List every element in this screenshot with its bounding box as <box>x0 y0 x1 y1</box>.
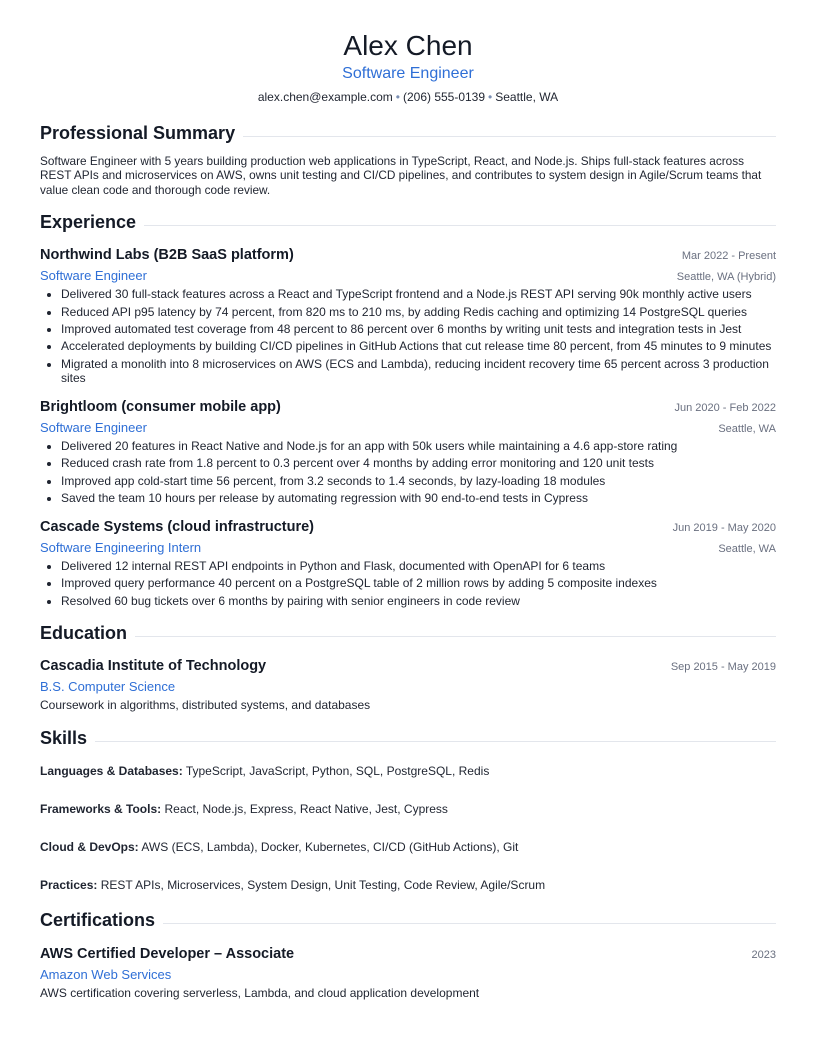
separator-dot: • <box>488 90 493 104</box>
degree: B.S. Computer Science <box>40 679 176 695</box>
job-title: Software Engineer <box>40 268 147 284</box>
achievement-item: • Reduced API p95 latency by 74 percent, from 820 ms to 210 ms, by adding Redis caching and optimizing 14 PostgreSQL queries <box>61 305 776 320</box>
company-name: Brightloom (consumer mobile app) <box>40 398 281 415</box>
section-divider <box>95 741 776 742</box>
section-title: Skills <box>40 728 88 749</box>
section-certifications-heading <box>40 909 776 931</box>
contact-location: Seattle, WA <box>495 90 559 104</box>
job-title: Software Engineering Intern <box>40 539 202 555</box>
contact-line <box>40 89 776 105</box>
section-skills-heading <box>40 727 776 749</box>
achievement-item: • Improved query performance 40 percent on a PostgreSQL table of 2 million rows by adding 5 composite indexes <box>61 576 776 591</box>
section-divider <box>144 225 776 226</box>
section-divider <box>163 923 776 924</box>
achievement-item: • Accelerated deployments by building CI/CD pipelines in GitHub Actions that cut release time 80 percent, from 45 minutes to 9 minutes <box>61 339 776 354</box>
certification-note: AWS certification covering serverless, Lambda, and cloud application development <box>40 986 480 1001</box>
achievement-item: • Reduced crash rate from 1.8 percent to 0.3 percent over 4 months by adding error monitoring and 120 unit tests <box>61 456 776 471</box>
skill-category: Frameworks & Tools: <box>40 802 162 817</box>
job-location: Seattle, WA <box>718 422 776 435</box>
achievement-list <box>40 559 776 608</box>
candidate-role: Software Engineer <box>342 65 474 82</box>
education-entry <box>40 657 776 713</box>
job-location: Seattle, WA (Hybrid) <box>676 271 776 284</box>
certification-year: 2023 <box>751 949 776 962</box>
school-name: Cascadia Institute of Technology <box>40 658 267 675</box>
company-name: Northwind Labs (B2B SaaS platform) <box>40 247 294 264</box>
skill-values: React, Node.js, Express, React Native, Jest, Cypress <box>164 802 448 817</box>
resume-header <box>40 30 776 105</box>
achievement-list <box>40 439 776 506</box>
candidate-name: Alex Chen <box>343 30 473 61</box>
certification-issuer: Amazon Web Services <box>40 967 172 983</box>
skill-values: TypeScript, JavaScript, Python, SQL, PostgreSQL, Redis <box>185 764 490 779</box>
job-title: Software Engineer <box>40 419 147 435</box>
section-title: Experience <box>40 212 137 233</box>
education-dates: Sep 2015 - May 2019 <box>670 661 776 674</box>
certification-name: AWS Certified Developer – Associate <box>40 946 295 963</box>
achievement-item: • Migrated a monolith into 8 microservices on AWS (ECS and Lambda), reducing incident recovery time 65 percent across 3 production sites <box>61 357 776 386</box>
skill-category: Languages & Databases: <box>40 764 183 779</box>
skill-row <box>40 878 776 893</box>
experience-list <box>40 246 776 608</box>
job-location: Seattle, WA <box>718 542 776 555</box>
experience-entry <box>40 246 776 386</box>
section-title: Certifications <box>40 910 156 931</box>
section-title: Professional Summary <box>40 123 236 143</box>
contact-email: alex.chen@example.com <box>257 90 393 104</box>
achievement-item: • Delivered 30 full-stack features across a React and TypeScript frontend and a Node.js REST API serving 90k monthly active users <box>61 287 776 302</box>
achievement-item: • Delivered 20 features in React Native and Node.js for an app with 50k users while maintaining a 4.6 app-store rating <box>61 439 776 454</box>
job-dates: Jun 2020 - Feb 2022 <box>674 401 776 414</box>
section-divider <box>135 636 776 637</box>
achievement-item: • Improved app cold-start time 56 percent, from 3.2 seconds to 1.4 seconds, by lazy-loading 18 modules <box>61 474 776 489</box>
achievement-item: • Delivered 12 internal REST API endpoints in Python and Flask, documented with OpenAPI for 6 teams <box>61 559 776 574</box>
contact-phone: (206) 555-0139 <box>402 90 486 104</box>
skill-values: AWS (ECS, Lambda), Docker, Kubernetes, CI/CD (GitHub Actions), Git <box>141 840 519 855</box>
achievement-item: • Saved the team 10 hours per release by automating regression with 90 end-to-end tests in Cypress <box>61 491 776 506</box>
experience-entry <box>40 518 776 608</box>
separator-dot: • <box>395 90 400 104</box>
section-divider <box>243 136 776 137</box>
section-education-heading <box>40 622 776 644</box>
job-dates: Mar 2022 - Present <box>681 250 776 263</box>
skill-category: Cloud & DevOps: <box>40 840 139 855</box>
skill-row <box>40 802 776 817</box>
achievement-item: • Resolved 60 bug tickets over 6 months by pairing with senior engineers in code review <box>61 594 776 609</box>
company-name: Cascade Systems (cloud infrastructure) <box>40 518 314 535</box>
skill-category: Practices: <box>40 878 98 893</box>
skill-row <box>40 764 776 779</box>
section-summary-heading <box>40 122 776 144</box>
summary-text: Software Engineer with 5 years building production web applications in TypeScript, React, and Node.js. Ships full-stack features across REST APIs and microservices on AWS, owns unit testing and CI/CD pipelines, and contributes to system design in Agile/Scrum teams that value clean code and thorough code review. <box>40 154 762 197</box>
education-note: Coursework in algorithms, distributed systems, and databases <box>40 698 371 713</box>
job-dates: Jun 2019 - May 2020 <box>672 521 776 534</box>
experience-entry <box>40 398 776 506</box>
achievement-list <box>40 287 776 386</box>
section-experience-heading <box>40 211 776 233</box>
skills-list <box>40 764 776 893</box>
skill-values: REST APIs, Microservices, System Design, Unit Testing, Code Review, Agile/Scrum <box>100 878 546 893</box>
section-title: Education <box>40 623 128 644</box>
skill-row <box>40 840 776 855</box>
achievement-item: • Improved automated test coverage from 48 percent to 86 percent over 6 months by writing unit tests and integration tests in Jest <box>61 322 776 337</box>
certification-entry <box>40 945 776 1001</box>
